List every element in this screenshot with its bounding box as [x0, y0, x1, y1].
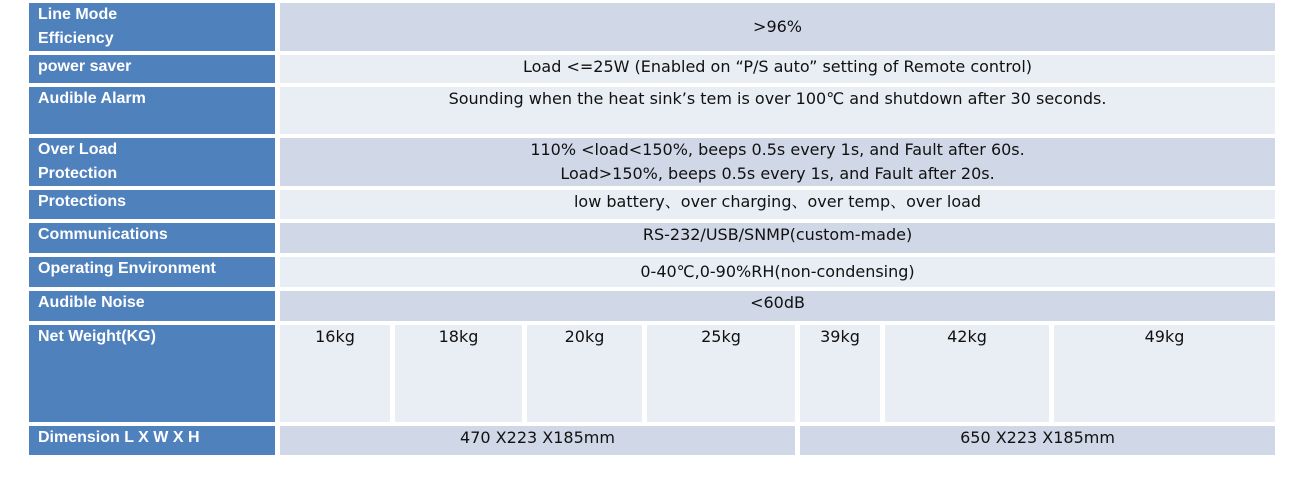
dimension-value-1: 470 X223 X185mm: [280, 426, 795, 455]
weight-value-3: 20kg: [527, 325, 642, 422]
overload-label: [29, 138, 275, 186]
weight-value-1: 16kg: [280, 325, 390, 422]
row-audible-alarm: [29, 87, 1275, 134]
noise-value: <60dB: [280, 291, 1275, 321]
power-saver-value: Load <=25W (Enabled on “P/S auto” setting of Remote control): [280, 55, 1275, 83]
weight-value-2: 18kg: [395, 325, 522, 422]
overload-value-line1: 110% <load<150%, beeps 0.5s every 1s, and Fault after 60s.: [530, 140, 1025, 159]
efficiency-label: [29, 3, 275, 51]
spec-table: [24, 0, 1280, 459]
row-communications: [29, 223, 1275, 253]
power-saver-label: power saver: [29, 55, 275, 83]
environment-label: Operating Environment: [29, 257, 275, 287]
weight-value-6: 42kg: [885, 325, 1049, 422]
audible-alarm-label: Audible Alarm: [29, 87, 275, 134]
efficiency-label-line1: Line Mode: [38, 6, 118, 23]
overload-value-line2: Load>150%, beeps 0.5s every 1s, and Fault after 20s.: [560, 164, 995, 183]
row-power-saver: [29, 55, 1275, 83]
row-environment: [29, 257, 1275, 287]
weight-value-5: 39kg: [800, 325, 880, 422]
protections-label: Protections: [29, 190, 275, 219]
overload-label-line1: Over Load: [38, 141, 118, 158]
dimension-label: Dimension L X W X H: [29, 426, 275, 455]
protections-value: low battery、over charging、over temp、over load: [280, 190, 1275, 219]
efficiency-label-line2: Efficiency: [38, 30, 114, 47]
audible-alarm-value: Sounding when the heat sink’s tem is over 100℃ and shutdown after 30 seconds.: [280, 87, 1275, 134]
overload-value: [280, 138, 1275, 186]
row-efficiency: [29, 3, 1275, 51]
dimension-value-2: 650 X223 X185mm: [800, 426, 1275, 455]
environment-value: 0-40℃,0-90%RH(non-condensing): [280, 257, 1275, 287]
row-weight: [29, 325, 1275, 422]
weight-value-7: 49kg: [1054, 325, 1275, 422]
communications-label: Communications: [29, 223, 275, 253]
weight-value-4: 25kg: [647, 325, 795, 422]
row-noise: [29, 291, 1275, 321]
weight-label: Net Weight(KG): [29, 325, 275, 422]
communications-value: RS-232/USB/SNMP(custom-made): [280, 223, 1275, 253]
row-overload: [29, 138, 1275, 186]
noise-label: Audible Noise: [29, 291, 275, 321]
overload-label-line2: Protection: [38, 165, 118, 182]
row-dimension: [29, 426, 1275, 455]
row-protections: [29, 190, 1275, 219]
efficiency-value: >96%: [280, 3, 1275, 51]
